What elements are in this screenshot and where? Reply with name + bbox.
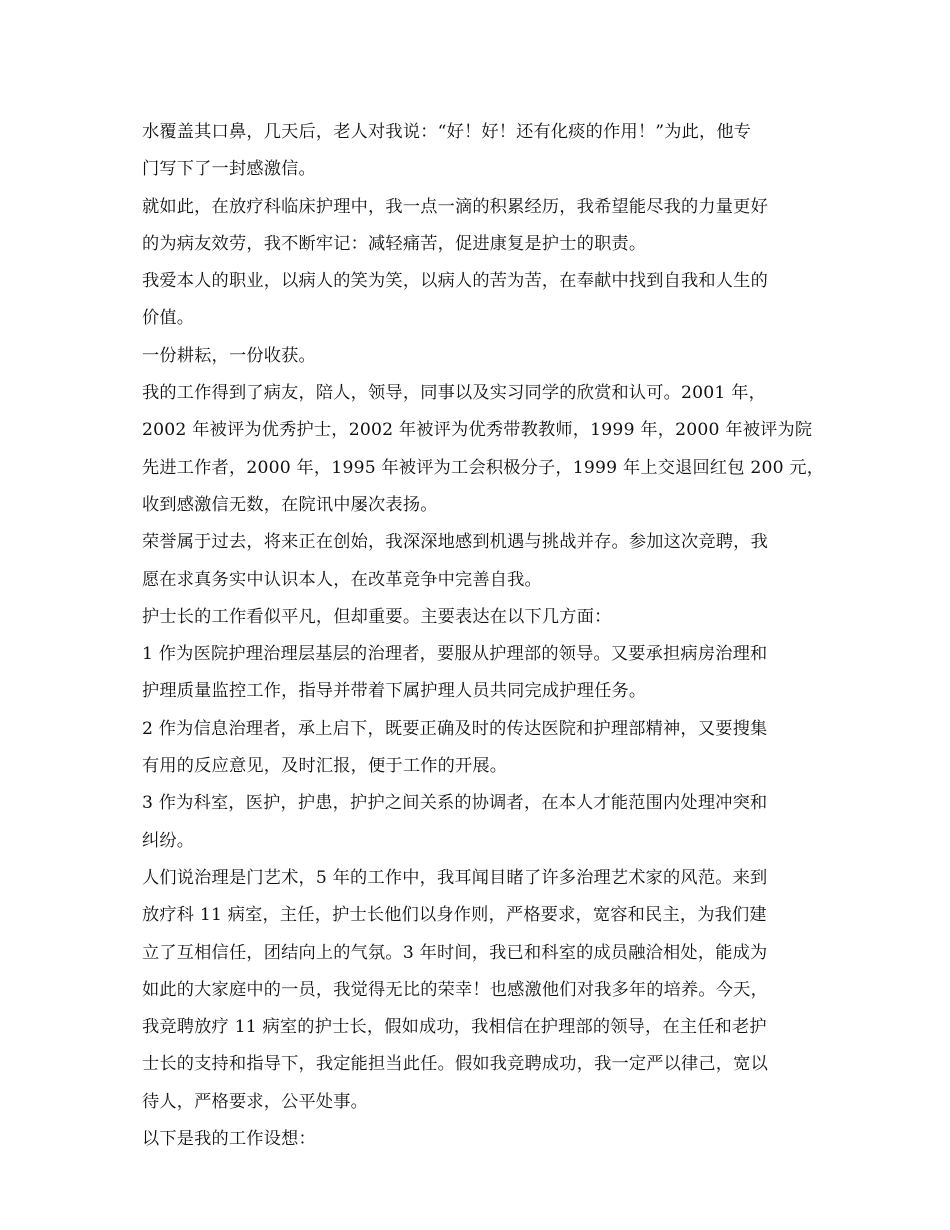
text-line: 收到感激信无数，在院讯中屡次表扬。 [142, 494, 438, 515]
text-line: 水覆盖其口鼻，几天后，老人对我说：“好！好！还有化痰的作用！”为此，他专 [142, 122, 752, 142]
text-line: 2 作为信息治理者，承上启下，既要正确及时的传达医院和护理部精神，又要搜集 [142, 718, 768, 739]
document-body [142, 114, 825, 1158]
text-line: 价值。 [142, 308, 195, 329]
text-line: 我的工作得到了病友，陪人，领导，同事以及实习同学的欣赏和认可。2001 年， [142, 383, 766, 404]
text-line: 我竞聘放疗 11 病室的护士长，假如成功，我相信在护理部的领导，在主任和老护 [142, 1017, 767, 1038]
text-line: 荣誉属于过去，将来正在创始，我深深地感到机遇与挑战并存。参加这次竞聘，我 [142, 532, 768, 553]
text-line: 放疗科 11 病室，主任，护士长他们以身作则，严格要求，宽容和民主，为我们建 [142, 905, 767, 926]
text-line: 3 作为科室，医护，护患，护护之间关系的协调者，在本人才能范围内处理冲突和 [142, 793, 768, 814]
text-line: 愿在求真务实中认识本人，在改革竞争中完善自我。 [142, 569, 542, 590]
text-line: 纠纷。 [142, 830, 195, 851]
text-line: 以下是我的工作设想： [142, 1129, 316, 1150]
text-line: 2002 年被评为优秀护士，2002 年被评为优秀带教教师，1999 年，2000 年被评为院 [142, 420, 813, 441]
text-line: 1 作为医院护理治理层基层的治理者，要服从护理部的领导。又要承担病房治理和 [142, 644, 768, 665]
text-line: 人们说治理是门艺术，5 年的工作中，我耳闻目睹了许多治理艺术家的风范。来到 [142, 867, 768, 888]
text-line: 的为病友效劳，我不断牢记：减轻痛苦，促进康复是护士的职责。 [142, 233, 647, 254]
text-line: 护理质量监控工作，指导并带着下属护理人员共同完成护理任务。 [142, 681, 647, 702]
text-line: 护士长的工作看似平凡，但却重要。主要表达在以下几方面： [142, 606, 612, 627]
text-line: 有用的反应意见，及时汇报，便于工作的开展。 [142, 756, 508, 777]
text-line: 一份耕耘，一份收获。 [142, 345, 316, 366]
text-line: 先进工作者，2000 年，1995 年被评为工会积极分子，1999 年上交退回红包 200 元， [142, 457, 825, 478]
text-line: 待人，严格要求，公平处事。 [142, 1091, 369, 1112]
text-line: 如此的大家庭中的一员，我觉得无比的荣幸！也感激他们对我多年的培养。今天， [142, 979, 768, 1000]
text-line: 我爱本人的职业，以病人的笑为笑，以病人的苦为苦，在奉献中找到自我和人生的 [142, 271, 768, 292]
text-line: 门写下了一封感激信。 [142, 159, 316, 180]
text-line: 士长的支持和指导下，我定能担当此任。假如我竞聘成功，我一定严以律己，宽以 [142, 1054, 768, 1075]
text-line: 就如此，在放疗科临床护理中，我一点一滴的积累经历，我希望能尽我的力量更好 [142, 196, 768, 217]
text-line: 立了互相信任，团结向上的气氛。3 年时间，我已和科室的成员融洽相处，能成为 [142, 942, 768, 963]
